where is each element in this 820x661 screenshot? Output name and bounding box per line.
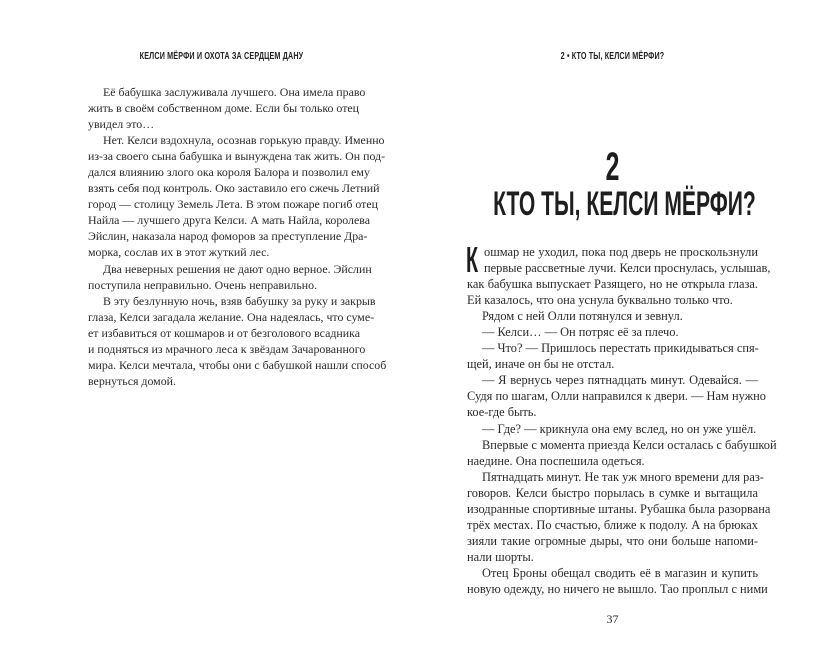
right-page-body [466,239,777,597]
text-line: Ей казалось, что она уснула буквально только что. [467,293,733,308]
text-line: — Что? — Пришлось перестать прикидываться спя- [482,341,759,356]
paragraph [467,421,758,437]
text-line: вернуться домой. [88,373,176,388]
page-number: 37 [606,612,619,626]
text-line: Эйслин, наказала народ фоморов за преступление Дра- [88,229,368,244]
text-line: Пятнадцать минут. Не так уж много времени для раз- [482,469,764,484]
paragraph [88,132,386,260]
text-line: Нет. Келси вздохнула, осознав горькую правду. Именно [103,133,385,148]
text-line: из-за своего сына бабушка и вынуждена так жить. Он под- [88,149,386,164]
chapter-title: КТО ТЫ, КЕЛСИ МЁРФИ? [493,185,756,223]
text-line: — Я вернусь через пятнадцать минут. Одевайся. — [482,373,758,388]
text-line: Её бабушка заслуживала лучшего. Она имела право [103,85,366,99]
text-line: Судя по шагам, Олли направился к двери. — Нам нужно [467,389,766,404]
paragraph [467,308,758,324]
text-line: и подняться из мрачного леса к звёздам Зачарованного [88,341,366,356]
drop-cap: К [466,239,479,280]
paragraph [466,239,771,308]
text-line: первые рассветные лучи. Келси проснулась, услышав, [484,261,771,276]
text-line: изодранные спортивные штаны. Рубашка была разорвана [467,501,771,516]
text-line: кое-где быть. [467,405,537,420]
paragraph [467,437,777,469]
text-line: Найла — лучшего друга Келси. А мать Найла, королева [88,213,371,228]
text-line: увидел это… [88,117,155,132]
text-line: — Где? — крикнула она ему вслед, но он уже ушёл. [482,421,757,436]
paragraph [467,324,758,340]
text-line: нали шорты. [467,549,534,564]
paragraph [88,293,387,389]
text-line: Впервые с момента приезда Келси осталась с бабушкой [482,437,777,452]
left-page-body [88,84,387,389]
paragraph [467,372,766,420]
running-head-right: 2 • КТО ТЫ, КЕЛСИ МЁРФИ? [560,51,665,62]
text-line: поступила неправильно. Очень неправильно. [88,277,318,292]
text-line: дался влиянию злого ока короля Балора и позволил ему [88,165,370,180]
paragraph [467,340,758,372]
text-line: новую одежду, но ничего не вышло. Тао проплыл с ними [467,581,768,596]
text-line: Отец Броны обещал сводить её в магазин и купить [482,565,758,580]
text-line: Рядом с ней Олли потянулся и зевнул. [482,309,683,324]
paragraph [467,469,771,565]
text-line: трёх местах. По счастью, ближе к подолу. А на брюках [467,517,758,532]
paragraph [467,565,768,597]
text-line: город — столицу Земель Лета. В этом пожаре погиб отец [88,197,378,212]
text-line: В эту безлунную ночь, взяв бабушку за руку и закрыв [103,293,376,308]
text-line: наедине. Она поспешила одеться. [467,453,645,468]
text-line: ет избавиться от кошмаров и от безголового всадника [88,325,361,340]
chapter-number: 2 [605,145,620,189]
text-line: щей, иначе он бы не отстал. [467,357,615,372]
text-line: взять себя под контроль. Око заставило его сжечь Летний [88,181,380,196]
running-head-left: КЕЛСИ МЁРФИ И ОХОТА ЗА СЕРДЦЕМ ДАНУ [139,51,304,62]
text-line: жить в своём собственном доме. Если бы только отец [88,101,360,116]
text-line: как бабушка выпускает Разящего, но не открыла глаза. [467,277,758,292]
text-line: говоров. Келси быстро порылась в сумке и вытащила [467,485,758,500]
text-line: мира. Келси мечтала, чтобы они с бабушкой нашли способ [88,357,387,372]
text-line: глаза, Келси загадала желание. Она надеялась, что суме- [88,309,375,324]
text-line: — Келси… — Он потряс её за плечо. [482,325,679,340]
text-line: ошмар не уходил, пока под дверь не проскользнули [484,245,758,259]
text-line: морка, сослав их в этот жуткий лес. [88,245,270,260]
text-line: Два неверных решения не дают одно верное. Эйслин [103,261,372,276]
paragraph [88,261,372,293]
paragraph [88,84,366,132]
text-line: зияли такие огромные дыры, что они больше напоми- [467,533,758,548]
